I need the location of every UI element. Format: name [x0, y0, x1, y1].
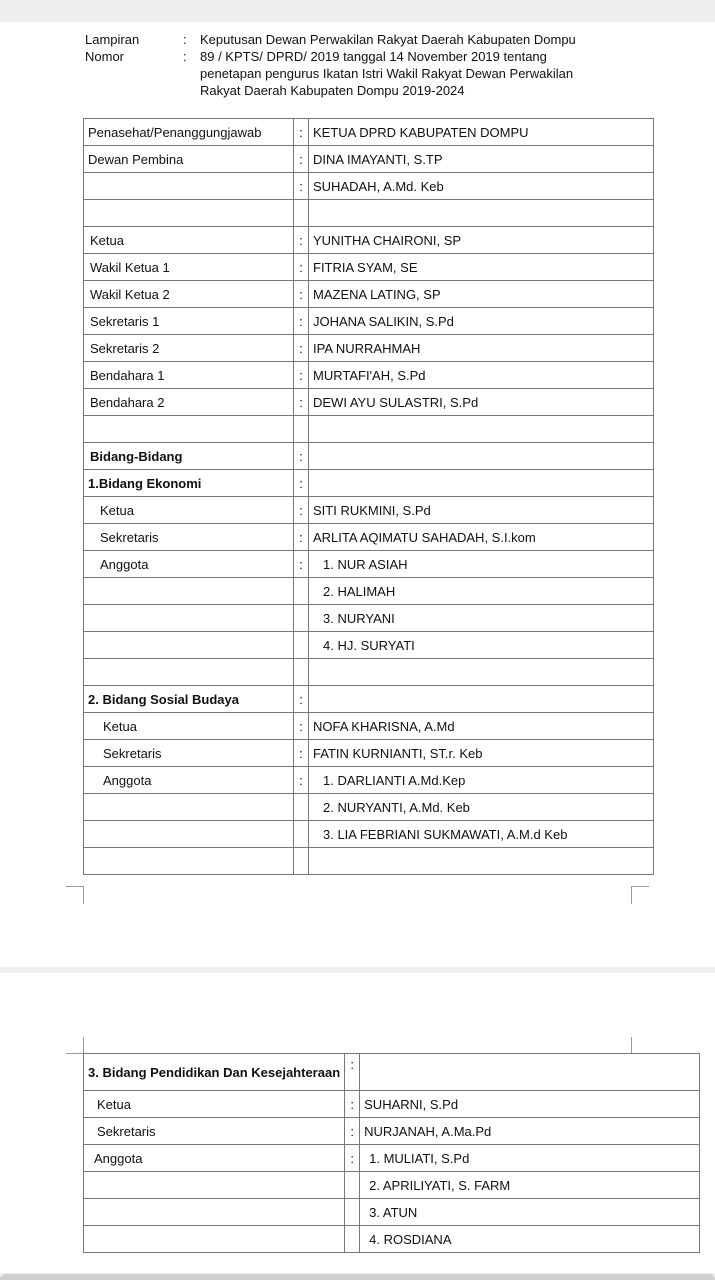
- row-label: [84, 632, 294, 659]
- table-row: [84, 1199, 700, 1226]
- row-colon: :: [294, 254, 309, 281]
- table-row: [84, 767, 654, 794]
- row-colon: [294, 200, 309, 227]
- row-label: [84, 821, 294, 848]
- row-value: 2. APRILIYATI, S. FARM: [360, 1172, 700, 1199]
- page-corner-mark: [66, 886, 84, 887]
- table-row: [84, 389, 654, 416]
- table-row: [84, 362, 654, 389]
- row-colon: [294, 416, 309, 443]
- table-row: [84, 848, 654, 875]
- scroll-bottom-edge: [0, 1274, 715, 1280]
- header-line-2: 89 / KPTS/ DPRD/ 2019 tanggal 14 November 2019 tentang: [200, 49, 547, 64]
- row-value: 1. MULIATI, S.Pd: [360, 1145, 700, 1172]
- row-value: DEWI AYU SULASTRI, S.Pd: [309, 389, 654, 416]
- row-value: [309, 848, 654, 875]
- page-corner-mark: [631, 1037, 632, 1054]
- row-value: YUNITHA CHAIRONI, SP: [309, 227, 654, 254]
- page-corner-mark: [631, 886, 649, 887]
- row-value: 4. ROSDIANA: [360, 1226, 700, 1253]
- row-colon: :: [294, 119, 309, 146]
- table-row: [84, 686, 654, 713]
- table-row: [84, 200, 654, 227]
- row-colon: :: [294, 713, 309, 740]
- table-row: [84, 632, 654, 659]
- row-label: Dewan Pembina: [84, 146, 294, 173]
- row-colon: :: [345, 1054, 360, 1091]
- row-value: 2. HALIMAH: [309, 578, 654, 605]
- table-row: [84, 281, 654, 308]
- row-value: [360, 1054, 700, 1091]
- table-row: [84, 1145, 700, 1172]
- row-colon: :: [294, 146, 309, 173]
- row-value: FITRIA SYAM, SE: [309, 254, 654, 281]
- row-label: Anggota: [84, 1145, 345, 1172]
- table-row: [84, 443, 654, 470]
- row-value: IPA NURRAHMAH: [309, 335, 654, 362]
- row-label: [84, 200, 294, 227]
- row-colon: :: [294, 281, 309, 308]
- row-value: FATIN KURNIANTI, ST.r. Keb: [309, 740, 654, 767]
- row-colon: :: [294, 227, 309, 254]
- row-label: Bendahara 1: [84, 362, 294, 389]
- table-row: [84, 470, 654, 497]
- row-colon: :: [345, 1118, 360, 1145]
- row-label: [84, 1172, 345, 1199]
- row-label: [84, 605, 294, 632]
- section-heading: 1.Bidang Ekonomi: [84, 470, 294, 497]
- row-label: Wakil Ketua 1: [84, 254, 294, 281]
- row-label: Bendahara 2: [84, 389, 294, 416]
- row-label: [84, 659, 294, 686]
- table-row: [84, 227, 654, 254]
- row-value: MAZENA LATING, SP: [309, 281, 654, 308]
- row-label: Sekretaris: [84, 524, 294, 551]
- row-colon: :: [294, 551, 309, 578]
- table-row: [84, 1054, 700, 1091]
- table-row: [84, 821, 654, 848]
- row-colon: :: [294, 686, 309, 713]
- row-colon: :: [294, 335, 309, 362]
- row-colon: :: [345, 1091, 360, 1118]
- row-value: 2. NURYANTI, A.Md. Keb: [309, 794, 654, 821]
- table-row: [84, 173, 654, 200]
- row-label: [84, 1199, 345, 1226]
- row-value: [309, 443, 654, 470]
- row-colon: [294, 821, 309, 848]
- row-value: SITI RUKMINI, S.Pd: [309, 497, 654, 524]
- row-label: [84, 416, 294, 443]
- page-corner-mark: [66, 1053, 84, 1054]
- row-colon: [294, 578, 309, 605]
- row-label: Penasehat/Penanggungjawab: [84, 119, 294, 146]
- table-row: [84, 416, 654, 443]
- page-corner-mark: [631, 886, 632, 904]
- row-value: 3. LIA FEBRIANI SUKMAWATI, A.M.d Keb: [309, 821, 654, 848]
- table-row: [84, 1226, 700, 1253]
- table-row: [84, 1118, 700, 1145]
- table-row: [84, 1091, 700, 1118]
- row-label: Ketua: [84, 713, 294, 740]
- header-line-3: penetapan pengurus Ikatan Istri Wakil Rakyat Dewan Perwakilan: [200, 66, 574, 81]
- row-value: [309, 470, 654, 497]
- table-row: [84, 551, 654, 578]
- lampiran-label: Lampiran: [85, 32, 140, 47]
- row-value: 3. NURYANI: [309, 605, 654, 632]
- table-row: [84, 146, 654, 173]
- row-colon: [294, 632, 309, 659]
- nomor-label: Nomor: [85, 49, 125, 64]
- table-row: [84, 524, 654, 551]
- row-label: Anggota: [84, 767, 294, 794]
- row-colon: :: [294, 524, 309, 551]
- section-heading: 2. Bidang Sosial Budaya: [84, 686, 294, 713]
- row-colon: [294, 605, 309, 632]
- row-value: [309, 686, 654, 713]
- row-label: Anggota: [84, 551, 294, 578]
- row-colon: :: [294, 740, 309, 767]
- row-colon: [294, 794, 309, 821]
- row-colon: [345, 1226, 360, 1253]
- row-label: Sekretaris 1: [84, 308, 294, 335]
- row-value: ARLITA AQIMATU SAHADAH, S.I.kom: [309, 524, 654, 551]
- row-label: [84, 794, 294, 821]
- row-label: [84, 173, 294, 200]
- table-row: [84, 254, 654, 281]
- row-value: 3. ATUN: [360, 1199, 700, 1226]
- row-colon: [345, 1172, 360, 1199]
- row-label: [84, 848, 294, 875]
- row-colon: :: [345, 1145, 360, 1172]
- row-value: JOHANA SALIKIN, S.Pd: [309, 308, 654, 335]
- table-row: [84, 308, 654, 335]
- document-page-1: [0, 22, 715, 967]
- table-row: [84, 1172, 700, 1199]
- row-value: 1. DARLIANTI A.Md.Kep: [309, 767, 654, 794]
- row-value: DINA IMAYANTI, S.TP: [309, 146, 654, 173]
- header-line-4: Rakyat Daerah Kabupaten Dompu 2019-2024: [200, 83, 465, 98]
- row-label: [84, 1226, 345, 1253]
- header-colon: :: [183, 49, 187, 64]
- row-label: Ketua: [84, 1091, 345, 1118]
- row-value: [309, 200, 654, 227]
- row-value: SUHARNI, S.Pd: [360, 1091, 700, 1118]
- row-label: Wakil Ketua 2: [84, 281, 294, 308]
- section-heading: Bidang-Bidang: [84, 443, 294, 470]
- row-label: Sekretaris: [84, 1118, 345, 1145]
- table-row: [84, 659, 654, 686]
- row-value: [309, 416, 654, 443]
- row-label: Ketua: [84, 227, 294, 254]
- pengurus-table-continued: [83, 1053, 700, 1253]
- header-line-1: Keputusan Dewan Perwakilan Rakyat Daerah Kabupaten Dompu: [200, 32, 576, 47]
- table-row: [84, 713, 654, 740]
- table-row: [84, 605, 654, 632]
- row-label: Ketua: [84, 497, 294, 524]
- row-colon: :: [294, 362, 309, 389]
- row-colon: :: [294, 389, 309, 416]
- row-colon: [294, 848, 309, 875]
- table-row: [84, 497, 654, 524]
- row-value: [309, 659, 654, 686]
- row-value: KETUA DPRD KABUPATEN DOMPU: [309, 119, 654, 146]
- row-colon: :: [294, 767, 309, 794]
- row-label: [84, 578, 294, 605]
- row-colon: [294, 659, 309, 686]
- table-row: [84, 335, 654, 362]
- row-value: 4. HJ. SURYATI: [309, 632, 654, 659]
- pengurus-table: [83, 118, 654, 875]
- row-value: 1. NUR ASIAH: [309, 551, 654, 578]
- row-colon: :: [294, 497, 309, 524]
- row-colon: :: [294, 173, 309, 200]
- page-corner-mark: [83, 886, 84, 904]
- row-value: MURTAFI'AH, S.Pd: [309, 362, 654, 389]
- table-row: [84, 119, 654, 146]
- row-label: Sekretaris 2: [84, 335, 294, 362]
- page-corner-mark: [83, 1037, 84, 1054]
- row-colon: :: [294, 308, 309, 335]
- table-row: [84, 740, 654, 767]
- row-colon: :: [294, 443, 309, 470]
- row-value: SUHADAH, A.Md. Keb: [309, 173, 654, 200]
- header-colon: :: [183, 32, 187, 47]
- section-heading: 3. Bidang Pendidikan Dan Kesejahteraan: [84, 1054, 345, 1091]
- document-page-2: [0, 973, 715, 1273]
- row-colon: [345, 1199, 360, 1226]
- row-label: Sekretaris: [84, 740, 294, 767]
- table-row: [84, 578, 654, 605]
- table-row: [84, 794, 654, 821]
- row-value: NURJANAH, A.Ma.Pd: [360, 1118, 700, 1145]
- row-colon: :: [294, 470, 309, 497]
- row-value: NOFA KHARISNA, A.Md: [309, 713, 654, 740]
